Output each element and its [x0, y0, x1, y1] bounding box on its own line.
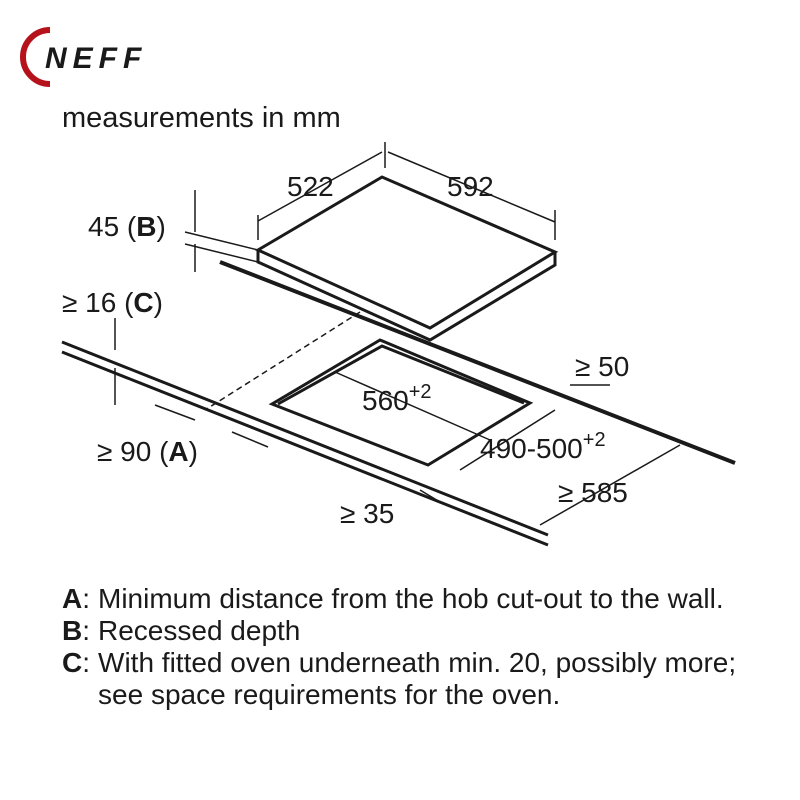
legend-key-a: A — [62, 583, 83, 614]
wall-distance-value: ≥ 90 — [97, 436, 152, 467]
legend-item-c: C : With fitted oven underneath min. 20, possibly more; see space requirements for the oven. — [62, 647, 782, 711]
legend — [62, 583, 782, 711]
worktop-thickness-value: ≥ 16 — [62, 287, 117, 318]
recess-value: 45 — [88, 211, 120, 242]
label-cutout-depth — [480, 429, 606, 464]
label-back-distance: ≥ 50 — [575, 351, 630, 382]
label-front-edge: ≥ 35 — [340, 498, 395, 529]
cutout-width-value: 560 — [362, 385, 409, 416]
arrow-wall-right — [232, 432, 268, 447]
label-wall-distance: ≥ 90 (A) — [97, 436, 198, 467]
cutout-width-tolerance: +2 — [408, 381, 432, 403]
cutout-depth-tolerance: +2 — [582, 429, 606, 451]
label-worktop-thickness: ≥ 16 (C) — [62, 287, 163, 318]
arrow-wall-left — [155, 405, 195, 420]
label-recess: 45 (B) — [88, 211, 166, 242]
legend-text-a: Minimum distance from the hob cut-out to the wall. — [98, 583, 724, 614]
legend-text-c: With fitted oven underneath min. 20, possibly more; see space requirements for the oven. — [98, 647, 737, 710]
legend-item-a: A : Minimum distance from the hob cut-out to the wall. — [62, 583, 724, 614]
label-hob-depth: 522 — [287, 171, 334, 202]
legend-text-b: Recessed depth — [98, 615, 301, 646]
wall-distance-key: A — [168, 436, 189, 467]
label-worktop-depth: ≥ 585 — [558, 477, 628, 508]
logo-wordmark: NEFF — [45, 42, 148, 75]
cutout-depth-value: 490-500 — [480, 433, 583, 464]
legend-key-c: C — [62, 647, 83, 678]
label-hob-width: 592 — [447, 171, 494, 202]
recess-key: B — [136, 211, 157, 242]
worktop-thickness-key: C — [133, 287, 154, 318]
page-subtitle: measurements in mm — [62, 102, 341, 134]
legend-key-b: B — [62, 615, 83, 646]
legend-item-b: B : Recessed depth — [62, 615, 301, 646]
